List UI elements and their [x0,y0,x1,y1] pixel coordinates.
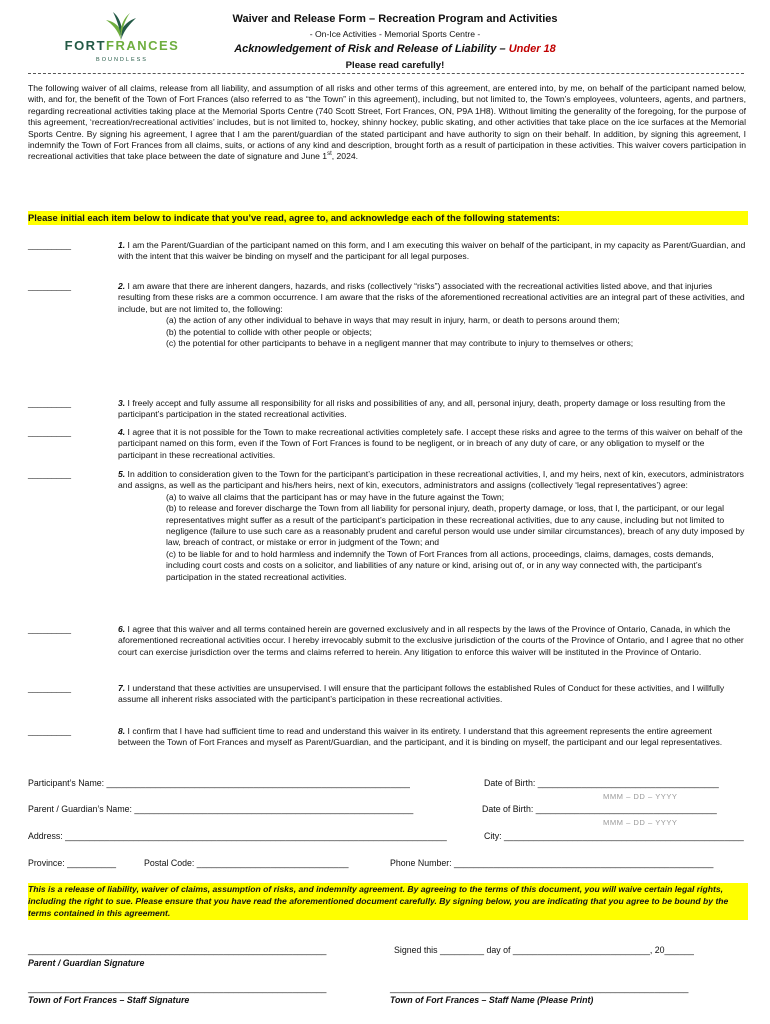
guardian-dob-field[interactable]: Date of Birth: _____________________________________ [482,804,717,814]
statement-subitem: (a) the action of any other individual to behave in ways that may result in injury, harm, or death to persons around them; [166,315,620,326]
province-field[interactable]: Province: __________ [28,858,117,868]
initial-field[interactable]: _________ [28,469,72,479]
intro-paragraph: The following waiver of all claims, release from all liability, and assumption of all risks and other terms of this agreement, are entered into, by me, on behalf of the participant named below, with, and for, the benefit of the Town of Fort Frances (also referred to as “the Town” in this agreement), including, but not limited to, the Town’s employees, volunteers, agents, and partners, regarding recreational activities taking place at the Memorial Sports Centre (740 Scott Street, Fort Frances, ON, P9A 1H8). Without limiting the generality of the foregoing, for the purpose of this agreement, ‘recreation/recreational activities’ includes, but is not limited to, hockey, shinny hockey, public skating, and other activities that take place on the ice surfaces at the Memorial Sports Centre. By signing his agreement, I agree that I am the parent/guardian of the stated participant and have authority to sign on their behalf. In addition, by signing this agreement, I indemnify the Town of Fort Frances from all claims, suits, or actions of any kind and description, brought forth as a result of participation in these activities. This waiver covers participation in recreational activities that take place between the date of signature and June 1st, 2024. [28,83,746,162]
initial-field[interactable]: _________ [28,726,72,736]
initial-instructions: Please initial each item below to indicate that you’ve read, agree to, and acknowledge each of the following statements: [28,211,748,225]
participant-dob-field[interactable]: Date of Birth: _____________________________________ [484,778,719,788]
staff-name-line[interactable]: _____________________________________________________________ [390,983,689,993]
signed-date-field[interactable]: Signed this _________ day of ____________________________, 20______ [394,945,694,955]
initial-field[interactable]: _________ [28,240,72,250]
staff-name-label: Town of Fort Frances – Staff Name (Please Print) [390,995,594,1005]
logo-tagline: BOUNDLESS [96,57,148,63]
dashed-divider [28,73,744,74]
statement-subitem: (c) the potential for other participants to behave in a negligent manner that may contribute to injury to themselves or others; [166,338,634,349]
logo-wordmark: FORTFRANCES [64,38,180,53]
guardian-name-field[interactable]: Parent / Guardian’s Name: _________________________________________________________ [28,804,414,814]
statement-text: 6. I agree that this waiver and all terms contained herein are governed exclusively and in all respects by the laws of the Province of Ontario, Canada, in which the aforementioned recreational activities occur. I hereby irrevocably submit to the exclusive jurisdiction of the courts of the Province of Ontario, and I agree that no other court can exercise jurisdiction over the terms and claims referred to herein. Any litigation to enforce this waiver will be instituted in the Province of Ontario. [118,624,744,657]
postal-code-field[interactable]: Postal Code: _______________________________ [144,858,349,868]
city-field[interactable]: City: _________________________________________________ [484,831,744,841]
participant-dob-hint: MMM – DD – YYYY [603,792,678,801]
statement-subitem: (b) to release and forever discharge the Town from all liability for personal injury, death, property damage, or loss, that I, the participant, or our legal representatives might suffer as a result of the participant’s participation in these recreational activities, due to any cause, including but not limited to negligence (failure to use such care as a reasonably prudent and careful person would use under similar circumstances), breach of any duty imposed by law, breach of contract, or mistake or error in judgment of the Town; and [166,503,745,548]
read-carefully-notice: Please read carefully! [345,60,445,71]
statement-subitem: (a) to waive all claims that the participant has or may have in the future against the Town; [166,491,505,502]
form-subtitle: - On-Ice Activities - Memorial Sports Centre - [309,29,481,39]
initial-field[interactable]: _________ [28,398,72,408]
participant-name-field[interactable]: Participant’s Name: ______________________________________________________________ [28,778,410,788]
form-title: Waiver and Release Form – Recreation Program and Activities [232,13,558,25]
statement-text: 4. I agree that it is not possible for the Town to make recreational activities completely safe. I accept these risks and agree to the terms of this waiver on behalf of the participant named on this form, even if the Town of Fort Frances is found to be negligent, or in breach of any duty of care, or any obligation to myself or the participant in these recreational activities. [118,427,743,460]
liability-notice: This is a release of liability, waiver of claims, assumption of risks, and indemnity agreement. By agreeing to the terms of this document, you will waive certain legal rights, including the right to sue. Please ensure that you have read the aforementioned document carefully. By signing below, you are indicating that you agree to be bound by the terms contained in this agreement. [28,883,748,920]
acknowledgement-heading: Acknowledgement of Risk and Release of Liability – Under 18 [234,43,556,55]
guardian-signature-line[interactable]: _____________________________________________________________ [28,945,327,955]
statement-subitem: (b) the potential to collide with other people or objects; [166,326,372,337]
statement-text: 7. I understand that these activities are unsupervised. I will ensure that the participant follows the established Rules of Conduct for these activities, and I willfully assume all inherent risks associated with the participant’s participation in these recreational activities. [118,683,725,705]
statement-text: 1. I am the Parent/Guardian of the participant named on this form, and I am executing this waiver on behalf of the participant, in my capacity as Parent/Guardian, and with the intent that this waiver be binding on myself and the participant for all legal purposes. [118,240,746,262]
statement-subitem: (c) to be liable for and to hold harmless and indemnify the Town of Fort Frances from all actions, proceedings, claims, damages, costs demands, including court costs and costs on a solicitor, and liabilities of any nature or kind, arising out of, or in any way connected with, the participant’s participation in the stated recreational activities. [166,548,714,582]
statement-text: 3. I freely accept and fully assume all responsibility for all risks and possibilities of any, and all, personal injury, death, property damage or loss resulting from the participant’s participation in the stated recreational activities. [118,398,726,420]
initial-field[interactable]: _________ [28,683,72,693]
staff-signature-label: Town of Fort Frances – Staff Signature [28,995,190,1005]
statement-text: 2. I am aware that there are inherent dangers, hazards, and risks (collectively “risks”) associated with the recreational activities listed above, and that injuries resulting from these risks are a common occurrence. I am aware that the risks of the aforementioned recreational activities are an integral part of these activities, and include, but are not limited to, the following: (a) the action of any other individual to behave in ways that may result in injury, harm, or death to persons around them; (b) the potential to collide with other people or objects; (c) the potential for other participants to behave in a negligent manner that may contribute to injury to themselves or others; [118,281,745,349]
staff-signature-line[interactable]: _____________________________________________________________ [28,983,327,993]
fort-frances-logo [54,10,186,62]
phone-field[interactable]: Phone Number: _____________________________________________________ [390,858,714,868]
initial-field[interactable]: _________ [28,624,72,634]
address-field[interactable]: Address: ______________________________________________________________________________ [28,831,447,841]
guardian-signature-label: Parent / Guardian Signature [28,958,145,968]
guardian-dob-hint: MMM – DD – YYYY [603,818,678,827]
statement-text: 8. I confirm that I have had sufficient time to read and understand this waiver in its entirety. I understand that this agreement represents the entire agreement between the Town of Fort Frances and myself as Parent/Guardian, and the participant, and it is binding on myself, the participant and our legal representatives. [118,726,723,748]
initial-field[interactable]: _________ [28,281,72,291]
initial-field[interactable]: _________ [28,427,72,437]
statement-text: 5. In addition to consideration given to the Town for the participant’s participation in these recreational activities, I, and my heirs, next of kin, executors, administrators and assigns, as well as the participant and his/hers heirs, next of kin, executors, administrators and assigns (collectively ‘legal representatives’) agree: (a) to waive all claims that the participant has or may have in the future against the Town; (b) to release and forever discharge the Town from all liability for personal injury, death, property damage, or loss, that I, the participant, or our legal representatives might suffer as a result of the participant’s participation in these recreational activities, due to any cause, including but not limited to negligence (failure to use such care as a reasonably prudent and careful person would use under similar circumstances), breach of any duty imposed by law, breach of contract, or mistake or error in judgment of the Town; and (c) to be liable for and to hold harmless and indemnify the Town of Fort Frances from all actions, proceedings, claims, damages, costs demands, including court costs and costs on a solicitor, and liabilities of any nature or kind, arising out of, or in any way connected with, the participant’s participation in the stated recreational activities. [118,469,745,582]
